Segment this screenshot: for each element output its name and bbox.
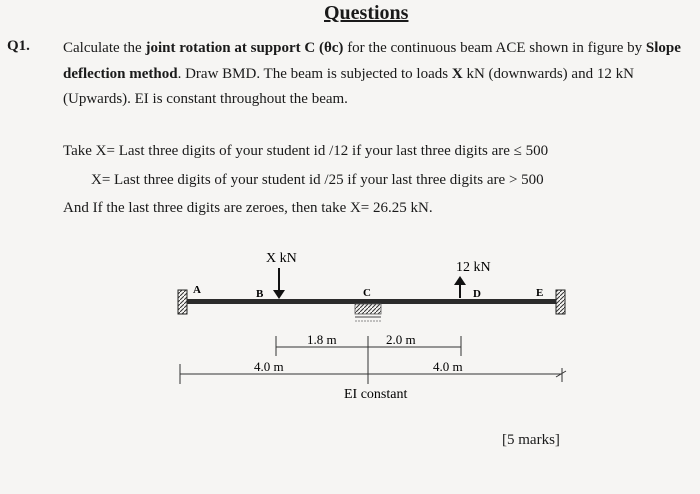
label-d: D — [473, 288, 481, 300]
load-12-arrow — [454, 276, 466, 298]
load-12-label: 12 kN — [456, 260, 491, 275]
instruction-line-1: Take X= Last three digits of your student id /12 if your last three digits are ≤ 500 — [63, 143, 549, 159]
question-number: Q1. — [7, 38, 30, 54]
dimension-line-upper — [276, 336, 461, 356]
question-theta-label: (θc) — [318, 40, 344, 56]
question-after-theta: for the continuous beam ACE shown in figure by — [343, 40, 646, 56]
label-c: C — [363, 287, 371, 299]
page-title: Questions — [324, 2, 409, 24]
beam — [187, 299, 556, 304]
fixed-support-a — [178, 290, 187, 314]
label-a: A — [193, 284, 201, 296]
marks-label: [5 marks] — [502, 432, 560, 448]
instruction-line-3: And If the last three digits are zeroes, then take X= 26.25 kN. — [63, 200, 433, 216]
question-bold-method: Slope deflection method — [63, 40, 681, 82]
question-intro: Calculate the — [63, 40, 146, 56]
dim-de-label: 4.0 m — [433, 359, 463, 374]
dim-ab-label: 4.0 m — [254, 359, 284, 374]
question-bold-load: X — [451, 65, 463, 82]
label-b: B — [256, 288, 264, 300]
ei-note: EI constant — [344, 387, 408, 402]
question-bold-rotation: joint rotation at support C — [145, 40, 316, 56]
dim-bc-label: 1.8 m — [307, 332, 337, 347]
fixed-support-e — [556, 290, 565, 314]
load-x-label: X kN — [266, 251, 297, 266]
dim-cd-label: 2.0 m — [386, 332, 416, 347]
label-e: E — [536, 287, 544, 299]
support-c — [355, 304, 381, 321]
question-after-method: . Draw BMD. The beam is subjected to loads — [177, 65, 452, 82]
load-x-arrow — [273, 268, 285, 299]
instruction-line-2: X= Last three digits of your student id /25 if your last three digits are > 500 — [91, 172, 544, 188]
dimension-line-lower — [180, 356, 566, 384]
question-after-load: kN (downwards) and 12 kN (Upwards). EI is constant throughout the beam. — [63, 65, 634, 107]
